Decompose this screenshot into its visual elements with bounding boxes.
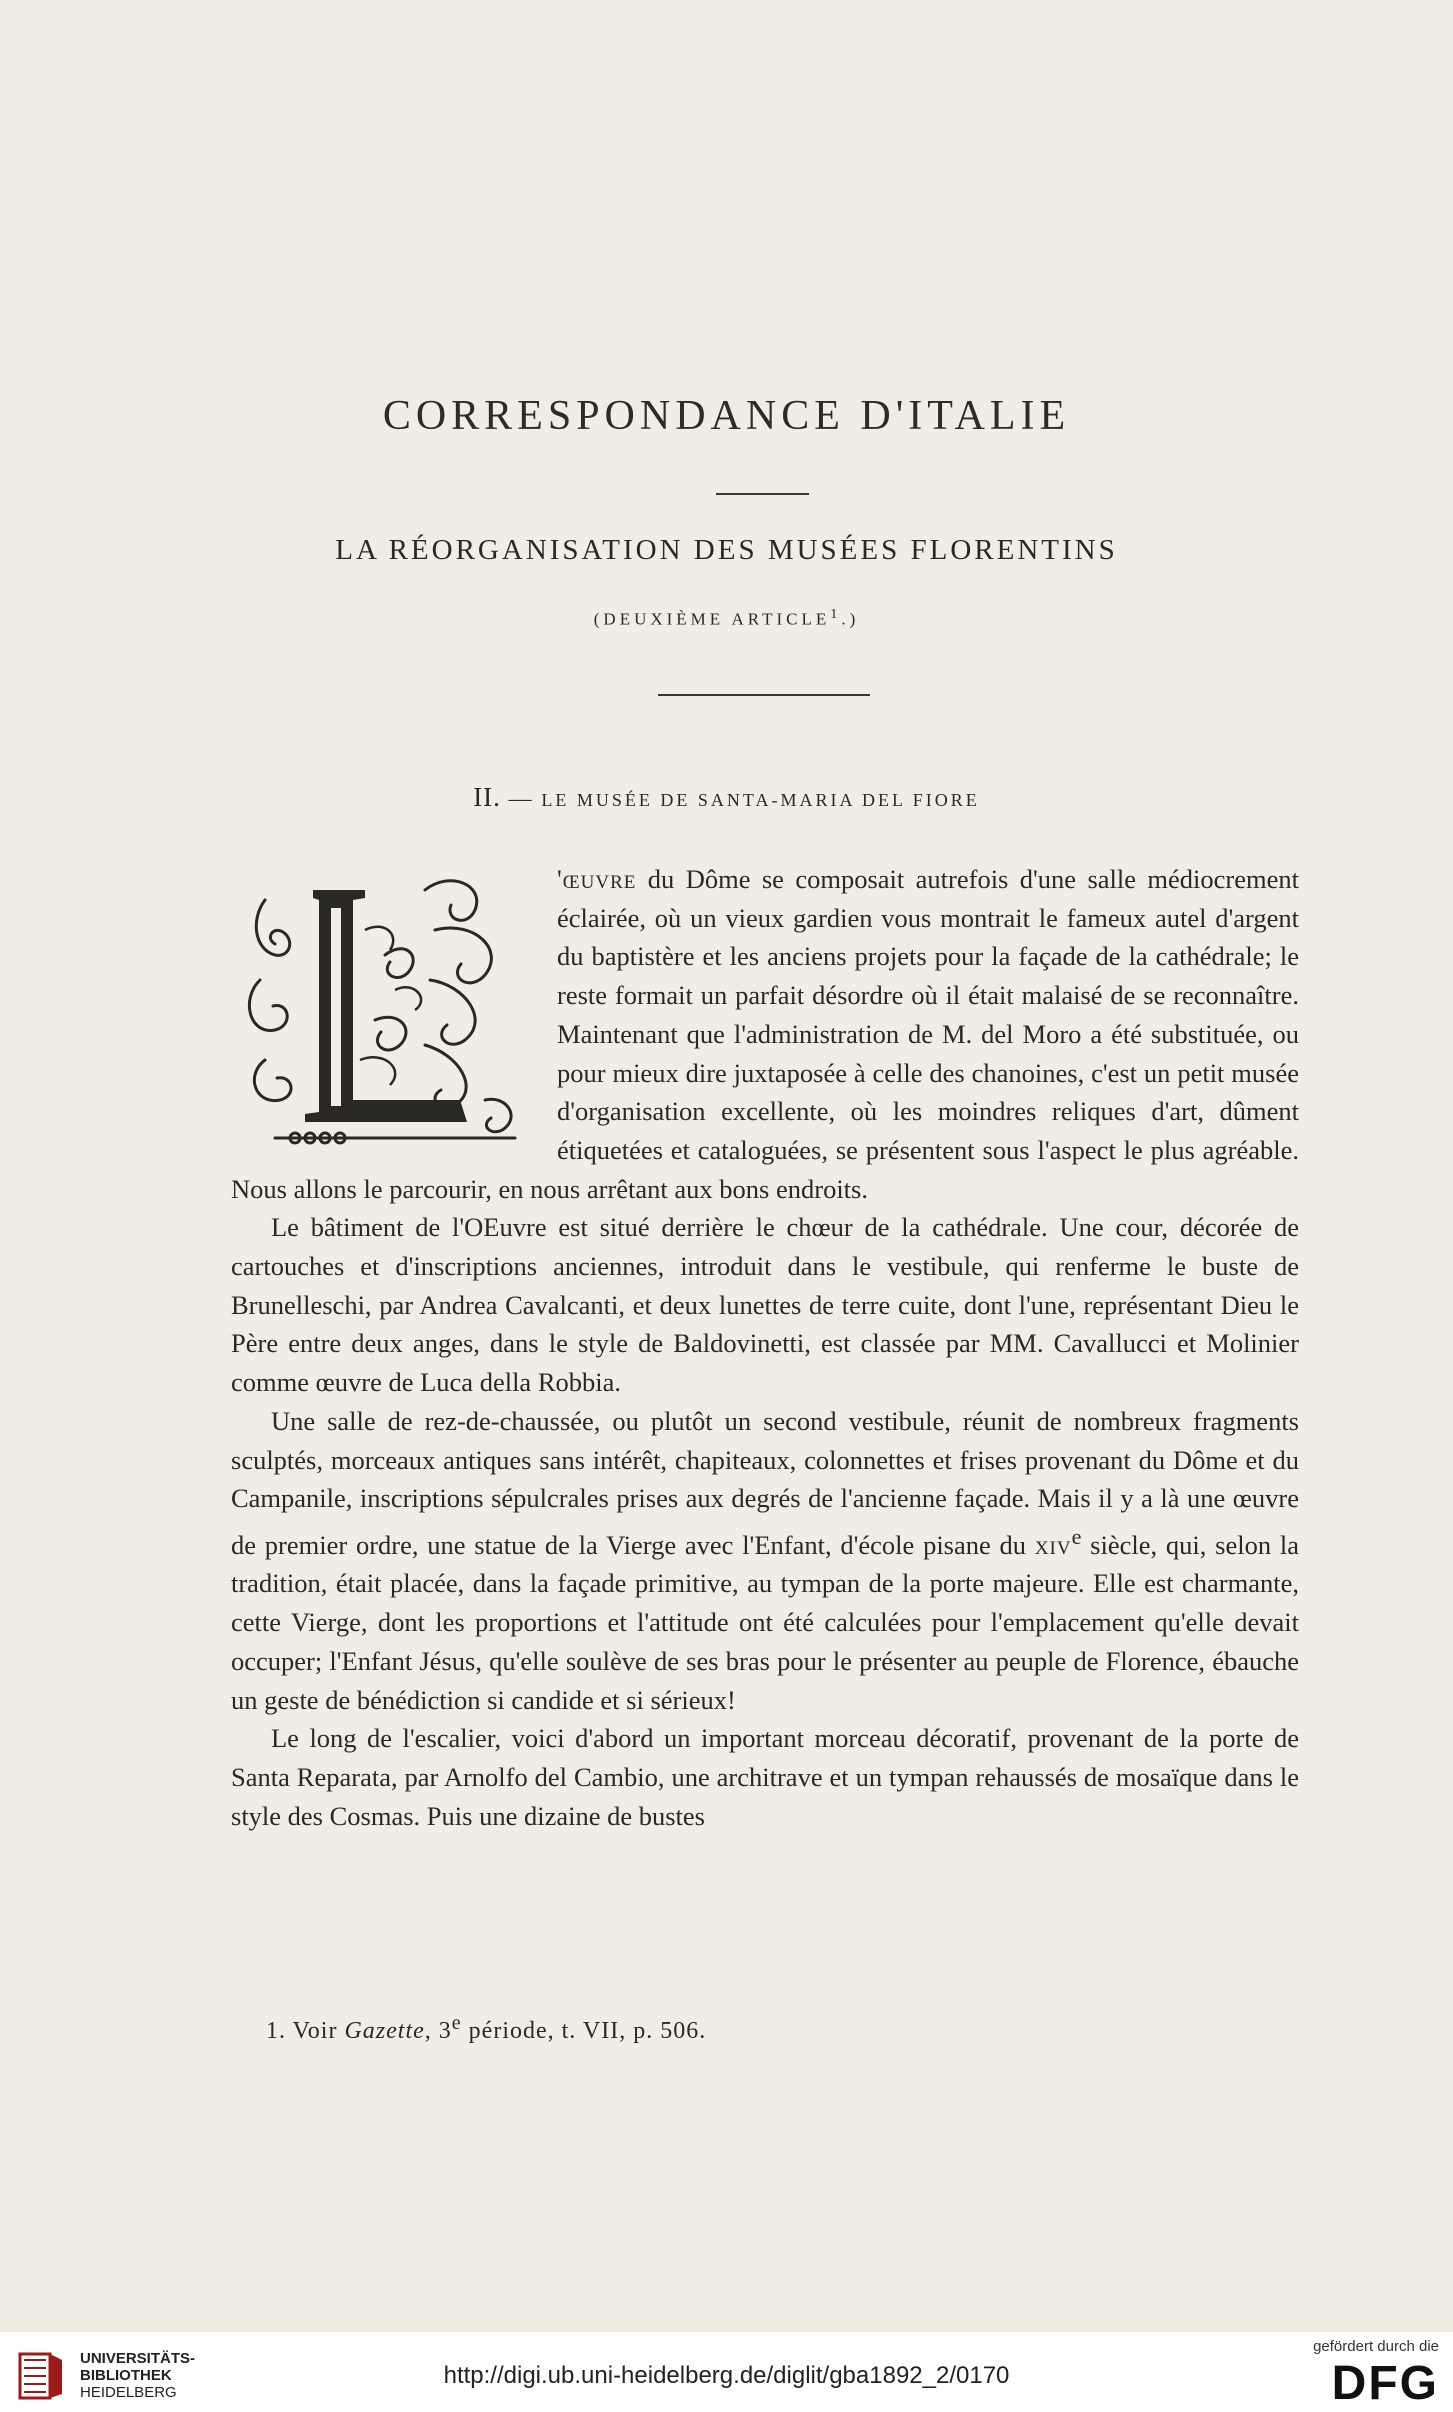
page-title: CORRESPONDANCE D'ITALIE — [382, 393, 1071, 439]
paragraph-2: Le bâtiment de l'OEuvre est situé derrière le chœur de la cathédrale. Une cour, décorée de cartouches et d'inscriptions anciennes, introduit dans le vestibule, qui renferme le buste de Brunelleschi, par Andrea Cavalcanti, et deux lunettes de terre cuite, dont l'une, représentant Dieu le Père entre deux anges, dans le style de Baldovinetti, est classée par MM. Cavallucci et Molinier comme œuvre de Luca della Robbia. — [231, 1212, 1299, 1398]
dfg-label: gefördert durch die — [1313, 2338, 1439, 2355]
paragraph-3: Une salle de rez-de-chaussée, ou plutôt un second vestibule, réunit de nombreux fragments sculptés, morceaux antiques sans intérêt, chapiteaux, colonnettes et frises provenant du Dôme et du Campanile, inscriptions sépulcrales prises aux degrés de l'ancienne façade. Mais il y a là une œuvre de premier ordre, une statue de la Vierge avec l'Enfant, d'école pisane du xiv$^e$ siècle, qui, selon la tradition, était placée, dans la façade primitive, au tympan de la porte majeure. Elle est charmante, cette Vierge, dont les proportions et l'attitude ont été calculées pour l'emplacement qu'elle devait occuper; l'Enfant Jésus, qu'elle soulève de ses bras pour le présenter au peuple de Florence, ébauche un geste de bénédiction si candide et si sérieux! — [231, 1405, 1299, 1715]
permalink-url[interactable]: http://digi.ub.uni-heidelberg.de/diglit/gba1892_2/0170 — [443, 2362, 1010, 2389]
footnote-ref: 1 — [830, 606, 842, 622]
paragraph-1: 'œuvre du Dôme se composait autrefois d'une salle médiocrement éclairée, où un vieux gardien vous montrait le fameux autel d'argent du baptistère et les anciens projets pour la façade de la cathédrale; le reste formait un parfait désordre où il était malaisé de se reconnaître. Maintenant que l'administration de M. del Moro a été substituée, ou pour mieux dire juxtaposée à celle des chanoines, c'est un petit musée d'organisation excellente, où les moindres reliques d'art, dûment étiquetées et cataloguées, se présentent sous l'aspect le plus agréable. Nous allons le parcourir, en nous arrêtant aux bons endroits. — [231, 864, 1299, 1204]
paragraph-1-lead: 'œuvre — [557, 864, 637, 894]
section-number: II. — [473, 782, 501, 812]
dfg-logo: DFG — [1331, 2357, 1439, 2410]
section-dash: — — [500, 786, 542, 811]
paragraph-4: Le long de l'escalier, voici d'abord un important morceau décoratif, provenant de la porte de Santa Reparata, par Arnolfo del Cambio, une architrave et un tympan rehaussés de mosaïque dans le style des Cosmas. Puis une dizaine de bustes — [231, 1723, 1299, 1831]
section-heading — [0, 782, 1453, 813]
footnote: 1. Voir Gazette, 3e période, t. VII, p. 506. — [266, 2012, 707, 2044]
section-name: LE MUSÉE DE SANTA-MARIA DEL FIORE — [541, 790, 980, 810]
article-body — [231, 860, 1299, 1835]
ornamental-letter-l-icon — [235, 860, 535, 1160]
page-subtitle: LA RÉORGANISATION DES MUSÉES FLORENTINS — [335, 534, 1118, 566]
title-rule — [716, 493, 809, 495]
digitization-footer — [0, 2332, 1453, 2412]
article-note: (DEUXIÈME ARTICLE$^1$.) — [593, 606, 860, 629]
university-library-name: UNIVERSITÄTS- BIBLIOTHEK HEIDELBERG — [80, 2350, 196, 2401]
section-rule — [658, 694, 870, 696]
journal-name: Gazette, — [344, 2018, 432, 2044]
